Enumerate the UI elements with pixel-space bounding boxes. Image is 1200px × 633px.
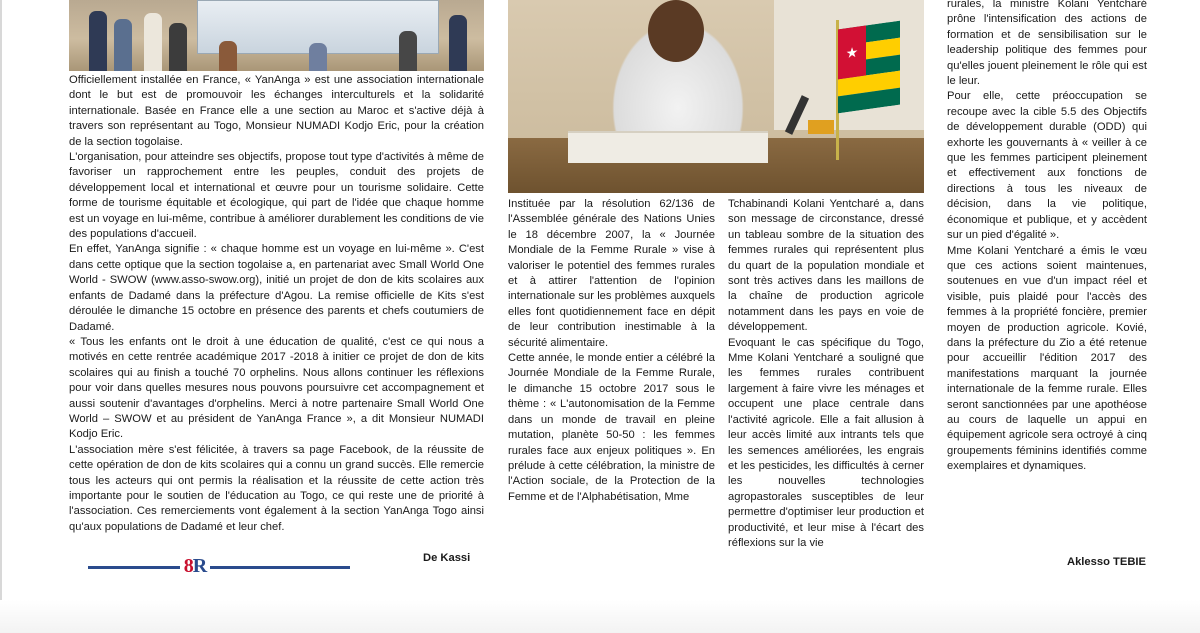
paragraph: En effet, YanAnga signifie : « chaque homme est un voyage en lui-même ». C'est dans cette optique que la section togolaise a, en partenariat avec Small World One World - SWOW (www.asso-swow.org), initié un projet de don de kits scolaires aux enfants de Dadamé dans la préfecture d'Agou. La remise officielle de Kits s'est déroulée le dimanche 15 octobre en présence des parents et chefs coutumiers de Dadamé. bbox=[69, 243, 484, 333]
page-number bbox=[180, 554, 210, 578]
togo-flag-icon: ★ bbox=[838, 21, 900, 114]
article-femme-rurale-col2 bbox=[728, 197, 924, 551]
paragraph: Mme Kolani Yentcharé a émis le vœu que ces actions soient maintenues, soutenues en vue d'un impact réel et visible, puis plaidé pour l'accès des femmes à la propriété foncière, premier moyen de production agricole. Kovié, dans la préfecture du Zio a été retenue pour accueillir l'édition 2017 des manifestations marquant la journée internationale de la femme rurale. Elles seront sanctionnées par une apothéose au cours de laquelle un appui en équipement agricole sera octroyé à cinq groupements féminins identifiés comme exemplaires et dynamiques. bbox=[947, 244, 1147, 473]
paragraph: Tchabinandi Kolani Yentcharé a, dans son message de circonstance, dressé un tableau sombre de la situation des femmes rurales qui représentent plus du quart de la population mondiale et sont très actives dans les maillons de la chaîne de production agricole notamment dans les pays en voie de développement. bbox=[728, 198, 924, 334]
paragraph: Cette année, le monde entier a célébré la Journée Mondiale de la Femme Rurale, le dimanche 15 octobre 2017 sous le thème : « L'autonomisation de la Femme dans un monde de travail en pleine mutation, planète 50-50 : les femmes rurales face aux enjeux politiques ». En prélude à cette célébration, la ministre de l'Action sociale, de la Protection de la Femme et de l'Alphabétisation, Mme bbox=[508, 352, 715, 503]
paragraph: L'organisation, pour atteindre ses objectifs, propose tout type d'activités à même de favoriser un rapprochement entre les peuples, conduit des projets de développement local et international et œuvre pour un tourisme solidaire. Cette forme de tourisme équitable et écologique, qui part de l'idée que chaque homme est un voyage en lui-même, contribue à améliorer durablement les conditions de vie des populations d'accueil. bbox=[69, 151, 484, 241]
students-photo bbox=[69, 0, 484, 71]
paragraph: Pour elle, cette préoccupation se recoupe avec la cible 5.5 des Objectifs de développement durable (ODD) qui exhorte les gouvernants à « veiller à ce que les femmes participent pleinement et effectivement aux fonctions de directions à tous les niveaux de décision, dans la vie politique, économique et publique, et y accèdent sur un pied d'égalité ». bbox=[947, 90, 1147, 242]
page-bottom-shadow bbox=[0, 600, 1200, 633]
article-yananga bbox=[69, 73, 484, 535]
footer-rule-left bbox=[88, 566, 180, 569]
byline-aklesso-tebie: Aklesso TEBIE bbox=[1067, 556, 1146, 568]
minister-photo bbox=[508, 0, 924, 193]
paragraph: Instituée par la résolution 62/136 de l'Assemblée générale des Nations Unies le 18 décembre 2007, la « Journée Mondiale de la Femme Rurale » vise à valoriser le potentiel des femmes rurales et à attirer l'attention de l'opinion internationale sur les problèmes auxquels elles font quotidiennement face en dépit de leur contribution inestimable à la sécurité alimentaire. bbox=[508, 198, 715, 349]
page-number-digit: 8 bbox=[183, 555, 193, 577]
paragraph: Officiellement installée en France, « YanAnga » est une association internationale dont le but est de promouvoir les échanges interculturels et la solidarité internationale. Basée en France elle a une section au Maroc et s'active déjà à travers son représentant au Togo, Monsieur NUMADI Kodjo Eric, pour la création de la section togolaise. bbox=[69, 74, 484, 148]
paragraph: « Tous les enfants ont le droit à une éducation de qualité, c'est ce qui nous a motivés en cette rentrée académique 2017 -2018 à initier ce projet de don de kits scolaires qui au finish a touché 70 orphelins. Nous allons continuer les réflexions pour voir dans quelles mesures nous pouvons poursuivre cet accompagnement et aussi soutenir d'avantages d'orphelins. Merci à notre partenaire Small World One World – SWOW et au président de YanAnga France », a dit Monsieur NUMADI Kodjo Eric. bbox=[69, 335, 484, 441]
byline-de-kassi: De Kassi bbox=[423, 552, 471, 564]
footer-rule-right bbox=[210, 566, 350, 569]
paragraph: rurales, la ministre Kolani Yentcharé prône l'intensification des actions de formation et de sensibilisation sur le leadership politique des femmes pour qu'elles jouent pleinement le rôle qui est le leur. bbox=[947, 0, 1147, 88]
paragraph: L'association mère s'est félicitée, à travers sa page Facebook, de la réussite de cette opération de don de kits scolaires qui a connu un grand succès. Elle remercie tous les acteurs qui ont permis la réalisation et la réussite de cette action très importante pour le soutien de l'éducation au Togo, ce qui reste une de priorité à l'association. Ces remerciements vont également à la section YanAnga Togo ainsi qu'aux populations de Dadamé et leur chef. bbox=[69, 443, 484, 533]
brand-letter: R bbox=[192, 555, 207, 577]
paragraph: Evoquant le cas spécifique du Togo, Mme Kolani Yentcharé a souligné que les femmes rurales contribuent largement à faire vivre les ménages et occupent une place centrale dans l'activité agricole. Elle a fait allusion à leur accès limité aux intrants tels que les semences améliorées, les engrais et les pesticides, les difficultés à cerner les nouvelles technologies agropastorales susceptibles de leur permettre d'optimiser leur production et productivité, et leur mise à l'écart des réflexions sur la vie bbox=[728, 336, 924, 549]
article-femme-rurale-col3 bbox=[947, 0, 1147, 475]
article-femme-rurale-col1 bbox=[508, 197, 715, 505]
